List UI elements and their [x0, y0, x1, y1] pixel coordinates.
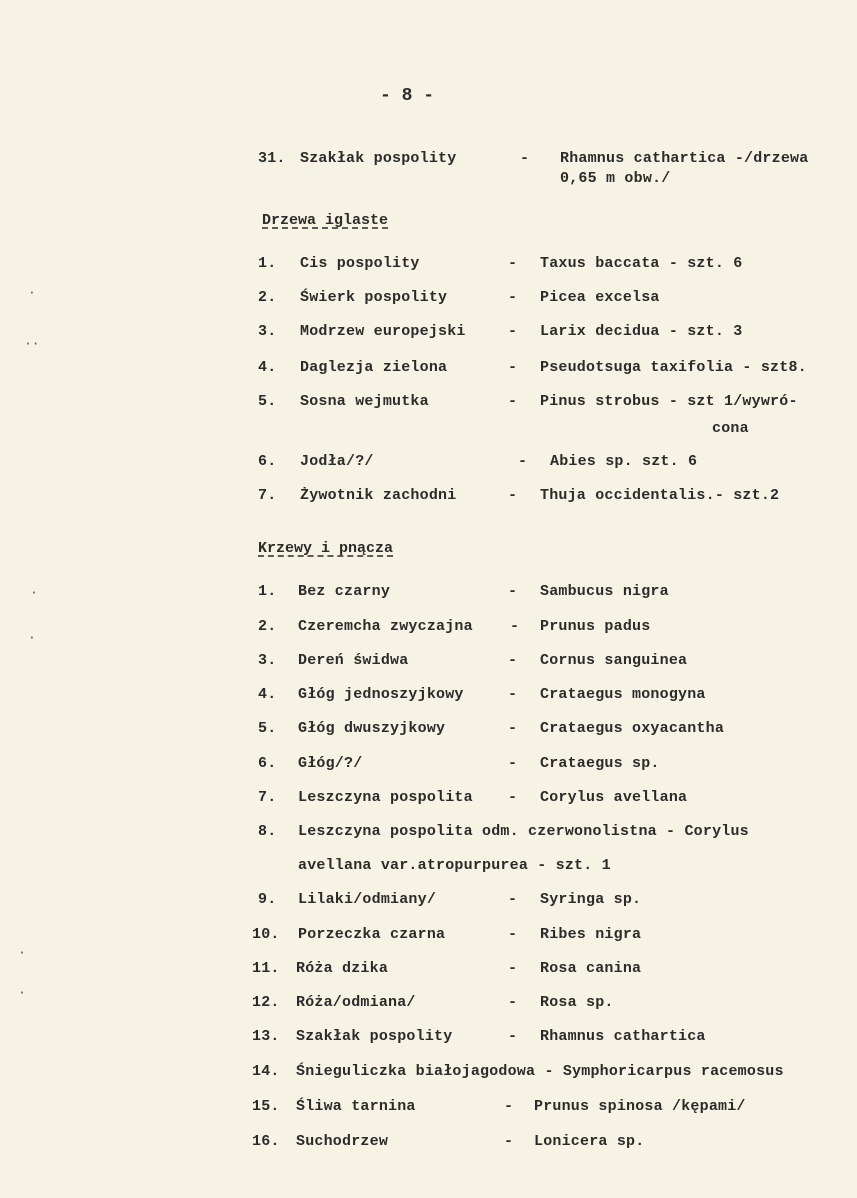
item-name: Porzeczka czarna	[298, 926, 446, 943]
item-dash: -	[518, 453, 528, 470]
item-name: Śliwa tarnina	[296, 1098, 416, 1115]
item-number: 6.	[258, 755, 277, 772]
item-dash: -	[508, 960, 518, 977]
item-number: 3.	[258, 652, 277, 669]
item-name: Bez czarny	[298, 583, 391, 600]
item-number: 2.	[258, 618, 277, 635]
item-number: 4.	[258, 359, 277, 376]
item-text: Śnieguliczka białojagodowa - Symphoricarpus racemosus	[296, 1063, 784, 1080]
item-dash: -	[508, 323, 518, 340]
item-latin-continuation: cona	[712, 420, 749, 437]
item-number: 10.	[252, 926, 280, 943]
item-latin: Picea excelsa	[540, 289, 660, 306]
item-text-continuation: avellana var.atropurpurea - szt. 1	[298, 857, 611, 874]
item-dash: -	[508, 891, 518, 908]
item-latin: Syringa sp.	[540, 891, 642, 908]
item-dash: -	[508, 755, 518, 772]
item-number: 15.	[252, 1098, 280, 1115]
item-latin: Pinus strobus - szt 1/wywró-	[540, 393, 798, 410]
item-number: 6.	[258, 453, 277, 470]
entry-31-latin: Rhamnus cathartica -/drzewa	[560, 150, 809, 167]
item-name: Róża/odmiana/	[296, 994, 416, 1011]
item-dash: -	[508, 994, 518, 1011]
item-latin: Thuja occidentalis.- szt.2	[540, 487, 780, 504]
item-dash: -	[508, 926, 518, 943]
section-heading-conifers: Drzewa iglaste	[262, 212, 389, 229]
item-number: 3.	[258, 323, 277, 340]
margin-speck: ·	[18, 945, 26, 960]
item-name: Żywotnik zachodni	[300, 487, 457, 504]
item-dash: -	[510, 618, 520, 635]
item-number: 7.	[258, 789, 277, 806]
item-latin: Crataegus monogyna	[540, 686, 706, 703]
item-latin: Ribes nigra	[540, 926, 642, 943]
item-latin: Corylus avellana	[540, 789, 688, 806]
item-number: 8.	[258, 823, 277, 840]
item-name: Modrzew europejski	[300, 323, 466, 340]
entry-31-name: Szakłak pospolity	[300, 150, 457, 167]
item-dash: -	[508, 1028, 518, 1045]
margin-speck: ·	[28, 630, 36, 645]
item-name: Głóg/?/	[298, 755, 363, 772]
item-number: 14.	[252, 1063, 280, 1080]
item-latin: Crataegus sp.	[540, 755, 660, 772]
item-number: 5.	[258, 720, 277, 737]
item-name: Róża dzika	[296, 960, 389, 977]
item-number: 11.	[252, 960, 280, 977]
item-dash: -	[508, 686, 518, 703]
item-name: Lilaki/odmiany/	[298, 891, 437, 908]
item-name: Głóg jednoszyjkowy	[298, 686, 464, 703]
item-latin: Sambucus nigra	[540, 583, 669, 600]
item-latin: Lonicera sp.	[534, 1133, 645, 1150]
item-latin: Prunus padus	[540, 618, 651, 635]
entry-31-number: 31.	[258, 150, 286, 167]
item-dash: -	[508, 789, 518, 806]
item-number: 4.	[258, 686, 277, 703]
item-name: Daglezja zielona	[300, 359, 448, 376]
item-number: 1.	[258, 255, 277, 272]
item-number: 16.	[252, 1133, 280, 1150]
item-name: Jodła/?/	[300, 453, 374, 470]
item-latin: Abies sp. szt. 6	[550, 453, 698, 470]
item-number: 7.	[258, 487, 277, 504]
item-number: 1.	[258, 583, 277, 600]
item-name: Leszczyna pospolita	[298, 789, 473, 806]
margin-speck: ·	[18, 985, 26, 1000]
item-number: 9.	[258, 891, 277, 908]
item-dash: -	[508, 289, 518, 306]
section-heading-shrubs: Krzewy i pnącza	[258, 540, 394, 557]
item-dash: -	[508, 652, 518, 669]
item-latin: Rosa sp.	[540, 994, 614, 1011]
item-name: Szakłak pospolity	[296, 1028, 453, 1045]
margin-speck: ·	[28, 285, 36, 300]
item-latin: Larix decidua - szt. 3	[540, 323, 743, 340]
item-name: Głóg dwuszyjkowy	[298, 720, 446, 737]
item-latin: Taxus baccata - szt. 6	[540, 255, 743, 272]
item-number: 5.	[258, 393, 277, 410]
entry-31-latin-cont: 0,65 m obw./	[560, 170, 671, 187]
page-number: - 8 -	[380, 86, 435, 106]
item-name: Sosna wejmutka	[300, 393, 429, 410]
item-dash: -	[508, 583, 518, 600]
item-latin: Rosa canina	[540, 960, 642, 977]
margin-speck: ··	[24, 336, 40, 351]
item-name: Dereń świdwa	[298, 652, 409, 669]
item-latin: Pseudotsuga taxifolia - szt8.	[540, 359, 807, 376]
item-dash: -	[508, 487, 518, 504]
item-name: Świerk pospolity	[300, 289, 448, 306]
item-dash: -	[508, 720, 518, 737]
item-name: Suchodrzew	[296, 1133, 389, 1150]
item-dash: -	[504, 1098, 514, 1115]
item-number: 12.	[252, 994, 280, 1011]
item-name: Czeremcha zwyczajna	[298, 618, 473, 635]
item-number: 2.	[258, 289, 277, 306]
item-latin: Rhamnus cathartica	[540, 1028, 706, 1045]
item-dash: -	[508, 255, 518, 272]
entry-31-dash: -	[520, 150, 530, 167]
item-latin: Crataegus oxyacantha	[540, 720, 725, 737]
item-latin: Prunus spinosa /kępami/	[534, 1098, 746, 1115]
item-name: Cis pospolity	[300, 255, 420, 272]
item-text: Leszczyna pospolita odm. czerwonolistna - Corylus	[298, 823, 749, 840]
item-dash: -	[508, 393, 518, 410]
item-latin: Cornus sanguinea	[540, 652, 688, 669]
item-dash: -	[508, 359, 518, 376]
item-dash: -	[504, 1133, 514, 1150]
margin-speck: ·	[30, 585, 38, 600]
item-number: 13.	[252, 1028, 280, 1045]
